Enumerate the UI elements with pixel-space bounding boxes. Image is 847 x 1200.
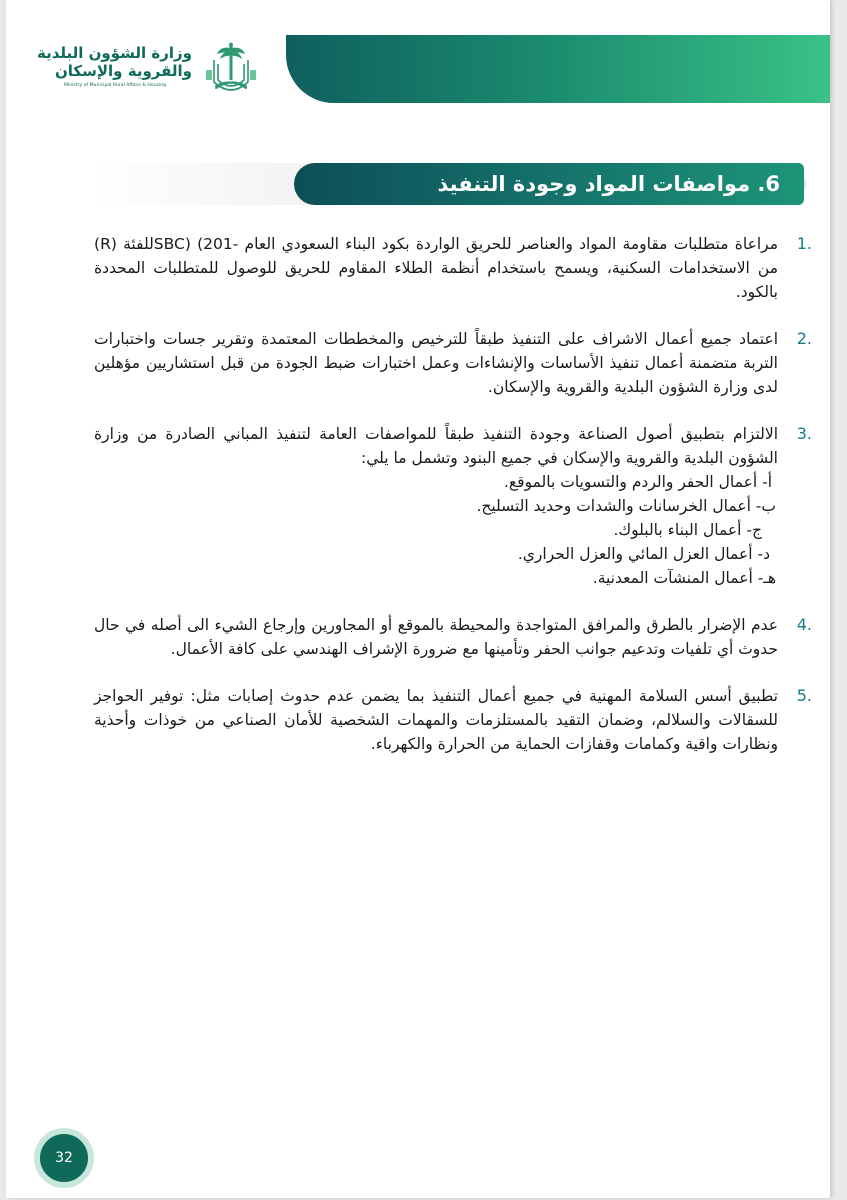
item-number: .3	[796, 424, 812, 443]
sub-item: د- أعمال العزل المائي والعزل الحراري.	[517, 545, 770, 563]
document-page	[6, 0, 830, 1198]
list-item	[94, 422, 812, 590]
sub-item: أ- أعمال الحفر والردم والتسويات بالموقع.	[504, 473, 772, 491]
page-number: 32	[34, 1128, 94, 1188]
item-text: تطبيق أسس السلامة المهنية في جميع أعمال التنفيذ بما يضمن عدم حدوث إصابات مثل: توفير الحواجز للسقالات والسلالم، وضمان التقيد بالمستلزمات والمهمات الشخصية للأمان الصناعي من خوذات وأحذية ونظارات واقية وكمامات وقفازات الحماية من الحرارة والكهرباء.	[94, 687, 778, 753]
item-number: .1	[796, 234, 812, 253]
logo-line1: وزارة الشؤون البلدية	[36, 44, 192, 62]
item-number: .5	[796, 686, 812, 705]
header-band	[286, 35, 830, 103]
ministry-logo	[36, 40, 279, 102]
item-number: .4	[796, 615, 812, 634]
sub-item: هـ- أعمال المنشآت المعدنية.	[592, 569, 776, 587]
list-item	[94, 684, 812, 756]
item-text: اعتماد جميع أعمال الاشراف على التنفيذ طبقاً للترخيص والمخططات المعتمدة وتقرير جسات واختبارات التربة متضمنة أعمال تنفيذ الأساسات والإنشاءات وعمل اختبارات ضبط الجودة من قبل استشاريين مؤهلين لدى وزارة الشؤون البلدية والقروية والإسكان.	[94, 330, 778, 396]
list-item	[94, 232, 812, 304]
spec-list	[94, 232, 812, 779]
item-text: عدم الإضرار بالطرق والمرافق المتواجدة والمحيطة بالموقع أو المجاورين وإرجاع الشيء الى أصله في حال حدوث أي تلفيات وتدعيم جوانب الحفر وتأمينها مع ضرورة الإشراف الهندسي على كافة الأعمال.	[94, 616, 778, 658]
list-item	[94, 613, 812, 661]
logo-line2: والقروية والإسكان	[54, 62, 192, 80]
item-text: مراعاة متطلبات مقاومة المواد والعناصر للحريق الواردة بكود البناء السعودي العام -SBC) (201للفئة (R) من الاستخدامات السكنية، ويسمح باستخدام أنظمة الطلاء المقاوم للحريق للوصول للمتطلبات المحددة بالكود.	[94, 235, 778, 301]
list-item	[94, 327, 812, 399]
logo-english: Ministry of Municipal Rural Affairs & Housing	[64, 83, 167, 88]
item-text: الالتزام بتطبيق أصول الصناعة وجودة التنفيذ طبقاً للمواصفات العامة لتنفيذ المباني الصادرة من وزارة الشؤون البلدية والقروية والإسكان في جميع البنود وتشمل ما يلي:	[94, 425, 778, 467]
palm-swords-emblem-icon	[200, 40, 262, 100]
sub-item: ج- أعمال البناء بالبلوك.	[613, 521, 762, 539]
sub-item: ب- أعمال الخرسانات والشدات وحديد التسليح.	[476, 497, 776, 515]
item-number: .2	[796, 329, 812, 348]
logo-text	[36, 44, 192, 88]
section-title: 6. مواصفات المواد وجودة التنفيذ	[437, 172, 780, 196]
section-title-pill	[294, 163, 804, 205]
